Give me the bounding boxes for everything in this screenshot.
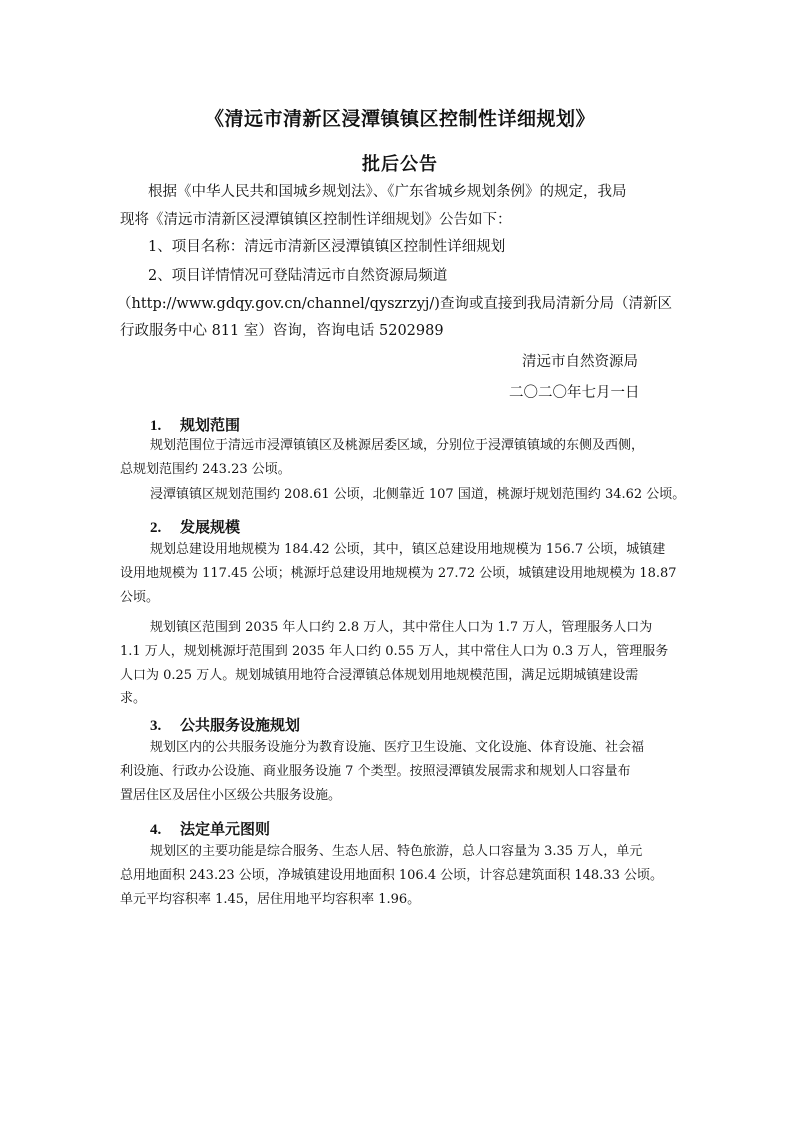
date: 二〇二〇年七月一日 [509,385,640,401]
section-title: 发展规模 [180,518,241,536]
paragraph-line: 设用地规模为 117.45 公顷；桃源圩总建设用地规模为 27.72 公顷，城镇建设用地规模为 18.87 [120,566,677,581]
section-heading [150,714,300,735]
document-subtitle: 批后公告 [362,154,438,175]
paragraph-line: 规划范围位于清远市浸潭镇镇区及桃源居委区域，分别位于浸潭镇镇域的东侧及西侧， [150,438,645,453]
paragraph-line: 总规划范围约 243.23 公顷。 [120,462,291,477]
paragraph-line: 求。 [120,691,147,706]
paragraph-line: 置居住区及居住小区级公共服务设施。 [120,788,342,803]
paragraph-line: 规划镇区范围到 2035 年人口约 2.8 万人，其中常住人口为 1.7 万人，管理服务人口为 [150,620,653,635]
paragraph-line: 1.1 万人，规划桃源圩范围到 2035 年人口约 0.55 万人，其中常住人口为 0.3 万人，管理服务 [120,644,669,659]
section-title: 公共服务设施规划 [180,716,301,734]
paragraph-line: 公顷。 [120,590,160,605]
item-2-continuation-1: （http://www.gdqy.gov.cn/channel/qyszrzyj/)查询或直接到我局清新分局（清新区 [117,296,672,312]
section-number: 4. [150,822,162,838]
paragraph-line: 浸潭镇镇区规划范围约 208.61 公顷，北侧靠近 107 国道，桃源圩规划范围约 34.62 公顷。 [150,487,686,502]
section-title: 规划范围 [180,416,241,434]
paragraph-line: 单元平均容积率 1.45，居住用地平均容积率 1.96。 [120,892,421,907]
paragraph-line: 利设施、行政办公设施、商业服务设施 7 个类型。按照浸潭镇发展需求和规划人口容量布 [120,764,631,779]
section-number: 2. [150,520,162,536]
item-2: 2、项目详情情况可登陆清远市自然资源局频道 [148,268,448,284]
intro-line-1: 根据《中华人民共和国城乡规划法》、《广东省城乡规划条例》的规定，我局 [148,184,627,200]
section-number: 1. [150,418,162,434]
section-heading [150,818,270,839]
paragraph-line: 规划总建设用地规模为 184.42 公顷，其中，镇区总建设用地规模为 156.7 公顷，城镇建 [150,542,666,557]
paragraph-line: 人口为 0.25 万人。规划城镇用地符合浸潭镇总体规划用地规模范围，满足远期城镇建设需 [120,668,639,683]
section-heading [150,516,240,537]
intro-line-2: 现将《清远市清新区浸潭镇镇区控制性详细规划》公告如下： [120,212,512,228]
paragraph-line: 规划区内的公共服务设施分为教育设施、医疗卫生设施、文化设施、体育设施、社会福 [150,740,645,755]
item-2-continuation-2: 行政服务中心 811 室）咨询，咨询电话 5202989 [120,323,444,339]
paragraph-line: 规划区的主要功能是综合服务、生态人居、特色旅游，总人口容量为 3.35 万人，单元 [150,844,643,859]
signature: 清远市自然资源局 [522,354,638,370]
document-title: 《清远市清新区浸潭镇镇区控制性详细规划》 [204,108,595,130]
section-number: 3. [150,718,162,734]
paragraph-line: 总用地面积 243.23 公顷，净城镇建设用地面积 106.4 公顷，计容总建筑面积 148.33 公顷。 [120,868,663,883]
section-heading [150,414,240,435]
section-title: 法定单元图则 [180,820,271,838]
item-1: 1、项目名称：清远市清新区浸潭镇镇区控制性详细规划 [148,239,506,255]
